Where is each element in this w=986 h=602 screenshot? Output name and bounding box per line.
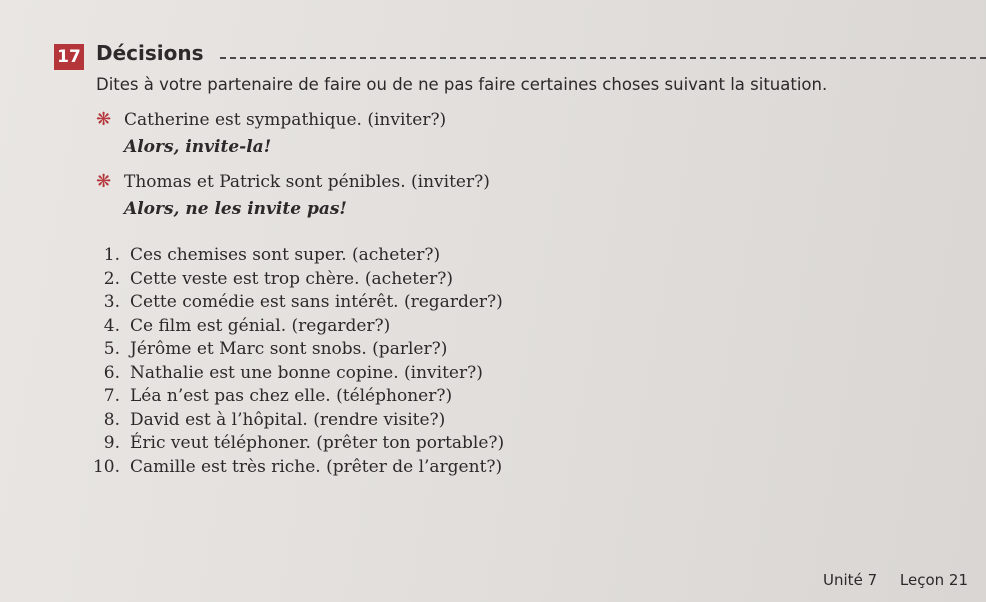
- activity-header: [54, 40, 986, 72]
- exercise-item: [60, 456, 504, 480]
- item-text: Cette veste est trop chère. (acheter?): [130, 268, 453, 289]
- exercise-item: [60, 268, 504, 292]
- exercise-item: [60, 291, 504, 315]
- header-dashed-rule: [220, 57, 986, 59]
- item-text: Jérôme et Marc sont snobs. (parler?): [130, 339, 448, 359]
- item-number: 1.: [103, 245, 120, 265]
- exercise-item: [60, 362, 504, 386]
- item-number: 4.: [103, 315, 120, 336]
- example-answer: Alors, invite-la!: [124, 137, 272, 157]
- example-prompt: Catherine est sympathique. (inviter?): [124, 110, 447, 130]
- activity-instruction: Dites à votre partenaire de faire ou de ne pas faire certaines choses suivant la situation.: [96, 75, 828, 94]
- exercise-item: [60, 432, 504, 456]
- item-number: 6.: [103, 362, 120, 383]
- lesson-label: Leçon 21: [899, 571, 968, 589]
- item-text: Cette comédie est sans intérêt. (regarder?): [130, 292, 503, 312]
- item-number: 8.: [103, 409, 120, 430]
- item-text: Camille est très riche. (prêter de l’argent?): [130, 456, 503, 477]
- exercise-list: [60, 244, 504, 479]
- exercise-item: [60, 315, 504, 339]
- asterisk-icon: ❋: [96, 171, 112, 192]
- example-answer: Alors, ne les invite pas!: [124, 199, 347, 219]
- item-text: Léa n’est pas chez elle. (téléphoner?): [130, 386, 453, 406]
- exercise-item: [60, 385, 504, 409]
- page-footer: [823, 571, 968, 589]
- exercise-item: [60, 338, 504, 362]
- item-number: 9.: [103, 433, 120, 453]
- item-number: 7.: [103, 386, 120, 406]
- item-text: Nathalie est une bonne copine. (inviter?): [130, 362, 483, 383]
- exercise-item: [60, 409, 504, 433]
- item-number: 10.: [92, 456, 120, 477]
- exercise-item: [60, 244, 504, 268]
- activity-number-badge: 17: [54, 44, 84, 70]
- example-prompt: Thomas et Patrick sont pénibles. (inviter?): [124, 172, 490, 192]
- item-text: Ces chemises sont super. (acheter?): [130, 245, 441, 265]
- item-text: Ce film est génial. (regarder?): [130, 315, 391, 336]
- item-number: 5.: [103, 339, 120, 359]
- item-text: David est à l’hôpital. (rendre visite?): [130, 409, 446, 430]
- asterisk-icon: ❋: [96, 109, 112, 130]
- item-number: 3.: [103, 292, 120, 312]
- item-number: 2.: [103, 268, 120, 289]
- item-text: Éric veut téléphoner. (prêter ton portable?): [130, 433, 505, 453]
- activity-title: Décisions: [96, 41, 204, 65]
- unit-label: Unité 7: [823, 571, 878, 589]
